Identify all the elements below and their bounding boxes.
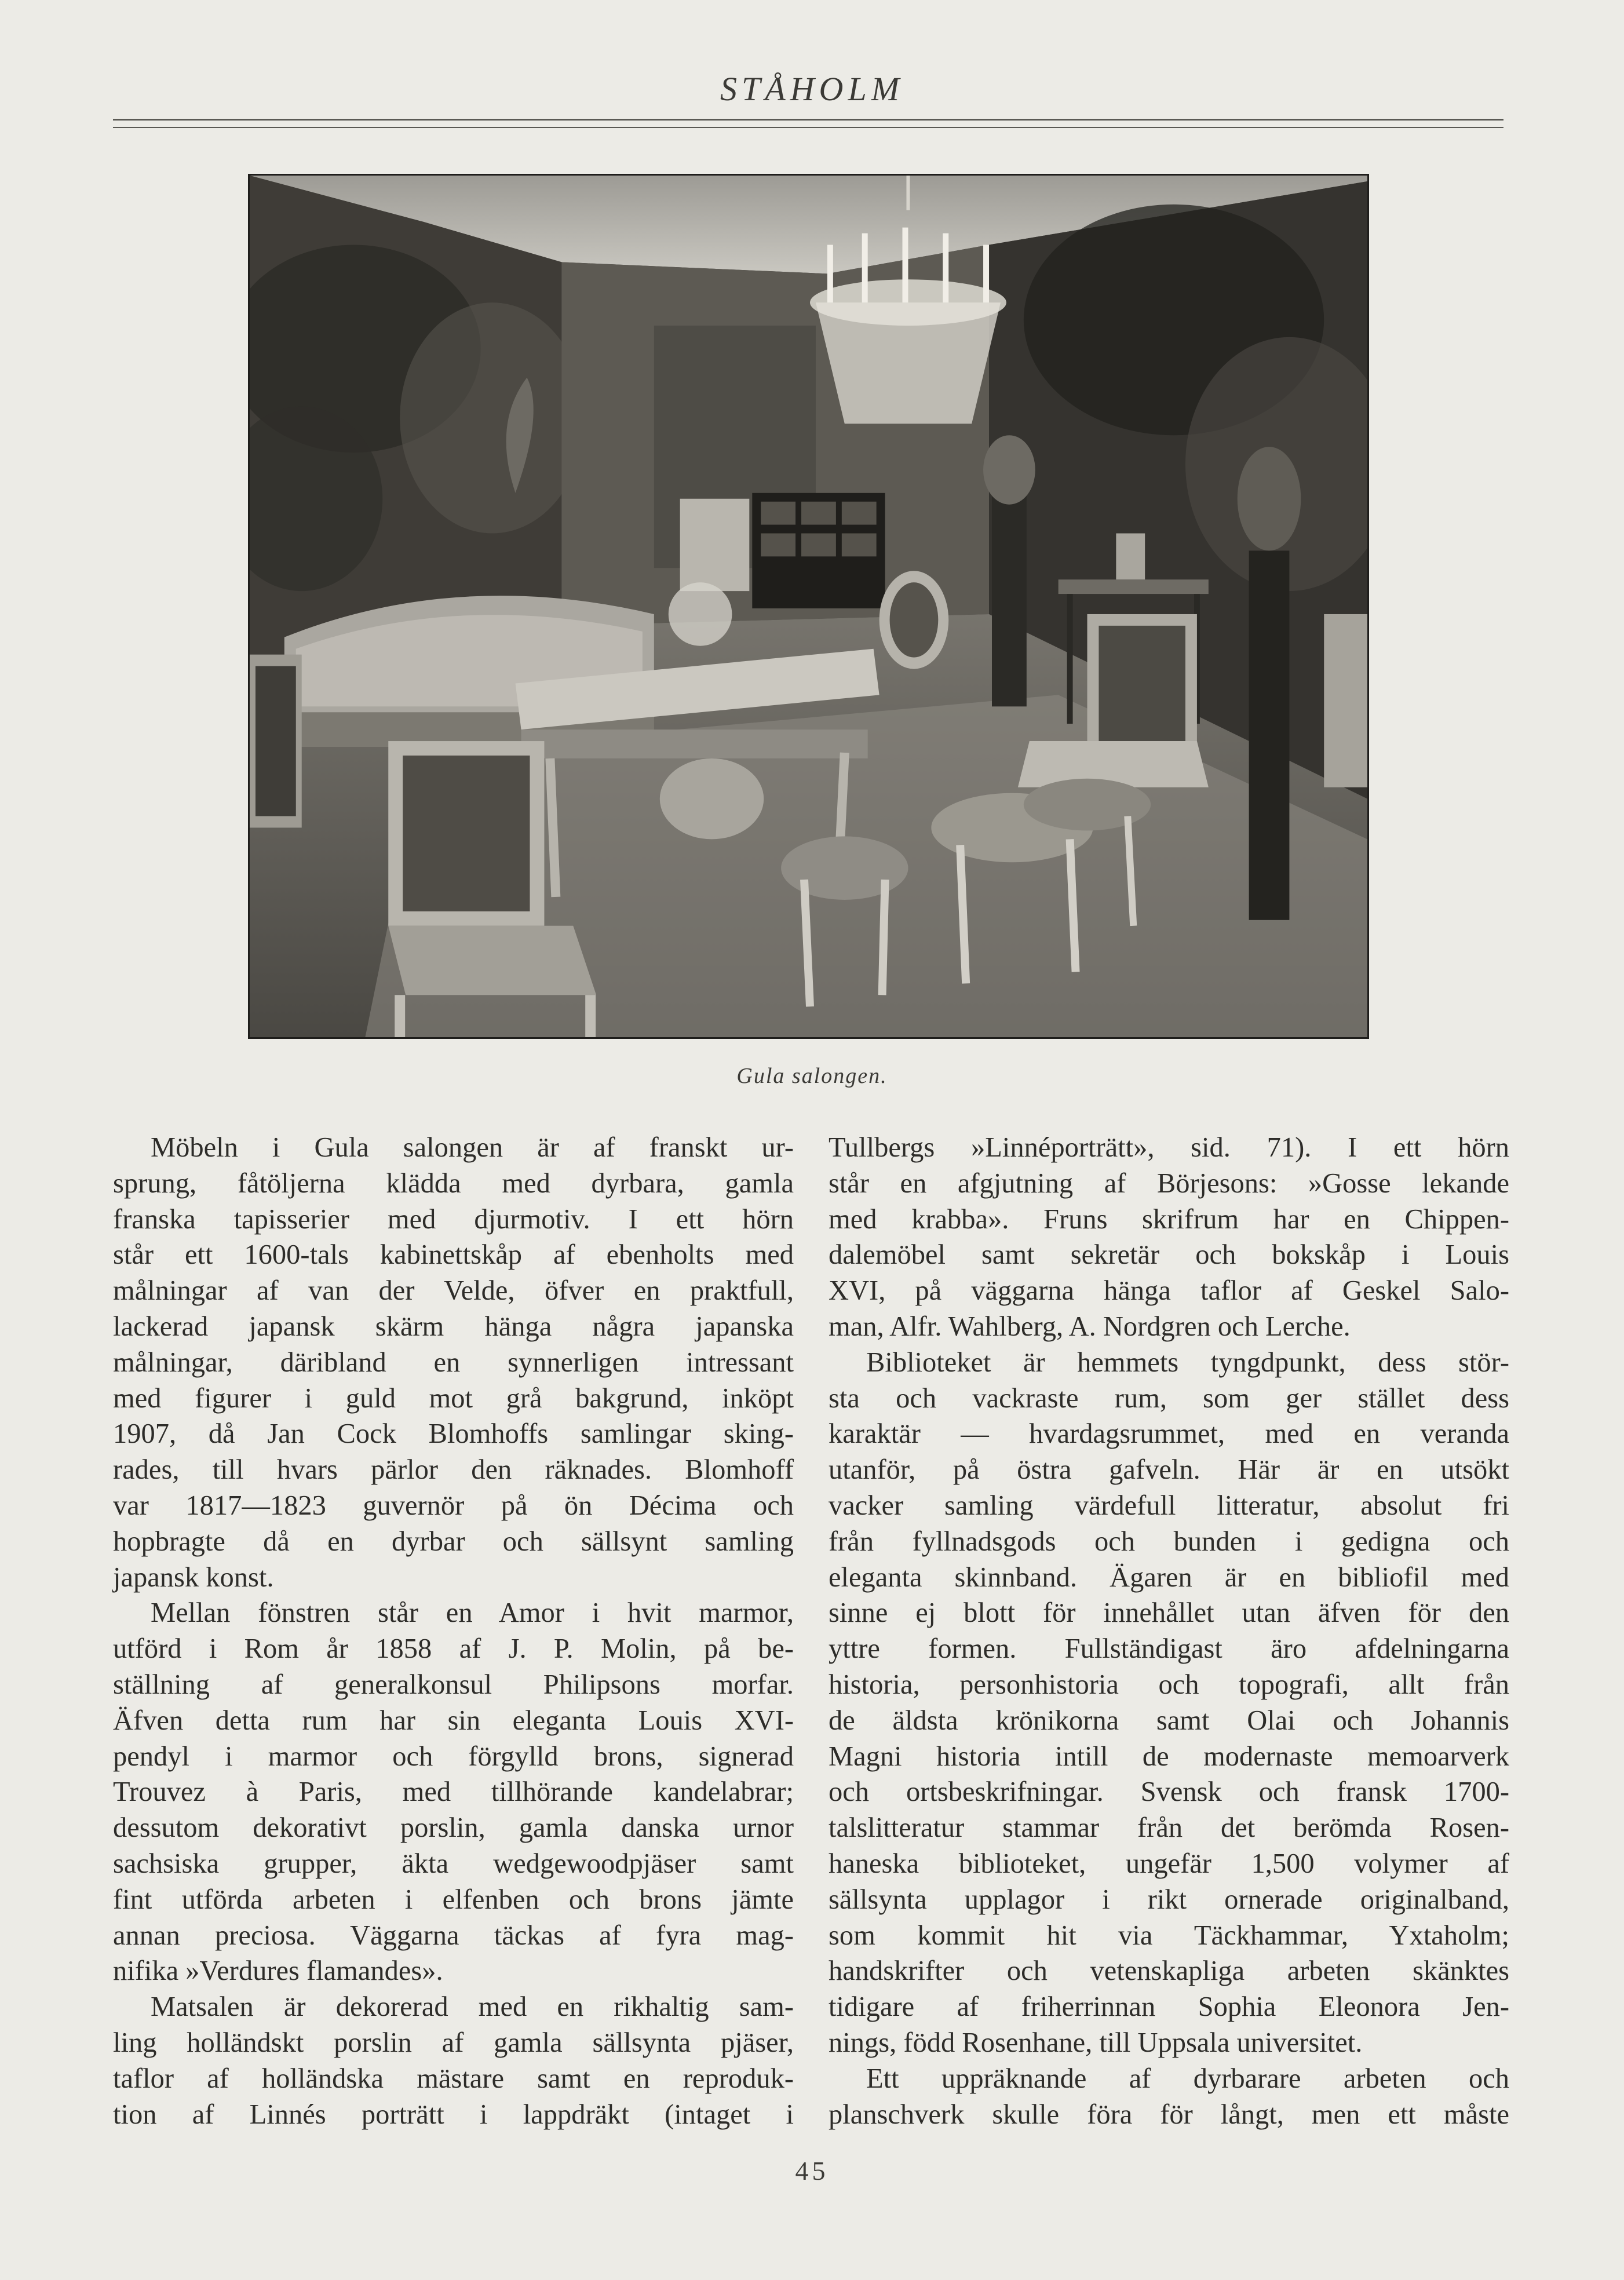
- text-line: står ett 1600-tals kabinettskåp af ebenholts med: [113, 1239, 794, 1271]
- text-line: med krabba». Fruns skrifrum har en Chippen-: [829, 1203, 1509, 1235]
- text-line: man, Alfr. Wahlberg, A. Nordgren och Lerche.: [829, 1311, 1351, 1342]
- text-line: nifika »Verdures flamandes».: [113, 1956, 443, 1987]
- text-line: talslitteratur stammar från det berömda Rosen-: [829, 1812, 1509, 1844]
- right-column: [829, 1130, 1509, 2132]
- text-line: Magni historia intill de modernaste memoarverk: [829, 1741, 1509, 1772]
- left-column: [113, 1130, 794, 2132]
- text-line: planschverk skulle föra för långt, men ett måste: [829, 2099, 1509, 2130]
- text-line: sinne ej blott för innehållet utan äfven för den: [829, 1597, 1509, 1629]
- text-line: hopbragte då en dyrbar och sällsynt samling: [113, 1526, 794, 1557]
- text-line: Trouvez à Paris, med tillhörande kandelabrar;: [113, 1776, 794, 1808]
- text-line: fint utförda arbeten i elfenben och brons jämte: [113, 1884, 794, 1915]
- text-line: taflor af holländska mästare samt en reproduk-: [113, 2063, 794, 2094]
- text-line: annan preciosa. Väggarna täckas af fyra mag-: [113, 1920, 794, 1951]
- header-rule-thin: [113, 127, 1503, 128]
- text-line: Äfven detta rum har sin eleganta Louis XVI-: [113, 1705, 794, 1736]
- text-line: som kommit hit via Täckhammar, Yxtaholm;: [829, 1920, 1509, 1951]
- text-line: Ett uppräknande af dyrbarare arbeten och: [866, 2063, 1509, 2094]
- photo-caption: Gula salongen.: [736, 1064, 888, 1088]
- text-line: nings, född Rosenhane, till Uppsala universitet.: [829, 2027, 1363, 2058]
- text-line: sachsiska grupper, äkta wedgewoodpjäser samt: [113, 1848, 794, 1879]
- text-line: lackerad japansk skärm hänga några japanska: [113, 1311, 794, 1342]
- text-line: XVI, på väggarna hänga taflor af Geskel Salo-: [829, 1275, 1509, 1307]
- text-line: haneska biblioteket, ungefär 1,500 volymer af: [829, 1848, 1509, 1879]
- header-rule: [113, 119, 1503, 121]
- text-line: Mellan fönstren står en Amor i hvit marmor,: [151, 1597, 794, 1629]
- text-line: sta och vackraste rum, som ger stället dess: [829, 1382, 1509, 1414]
- text-line: utanför, på östra gafveln. Här är en utsökt: [829, 1454, 1509, 1486]
- text-line: Möbeln i Gula salongen är af franskt ur-: [151, 1132, 794, 1163]
- text-line: sprung, fåtöljerna klädda med dyrbara, gamla: [113, 1168, 794, 1199]
- page-number: 45: [795, 2156, 829, 2186]
- text-line: karaktär — hvardagsrummet, med en veranda: [829, 1418, 1509, 1450]
- text-line: vacker samling värdefull litteratur, absolut fri: [829, 1490, 1509, 1521]
- text-line: 1907, då Jan Cock Blomhoffs samlingar sking-: [113, 1418, 794, 1450]
- text-line: rades, till hvars pärlor den räknades. Blomhoff: [113, 1454, 794, 1486]
- salon-photograph: [248, 174, 1369, 1039]
- text-line: målningar, däribland en synnerligen intressant: [113, 1347, 794, 1378]
- text-line: med figurer i guld mot grå bakgrund, inköpt: [113, 1382, 794, 1414]
- running-title: STÅHOLM: [720, 70, 904, 108]
- text-line: handskrifter och vetenskapliga arbeten skänktes: [829, 1956, 1509, 1987]
- text-line: Tullbergs »Linnéporträtt», sid. 71). I ett hörn: [829, 1132, 1509, 1163]
- text-line: från fyllnadsgods och bunden i gedigna och: [829, 1526, 1509, 1557]
- text-line: japansk konst.: [113, 1562, 274, 1593]
- text-line: ling holländskt porslin af gamla sällsynta pjäser,: [113, 2027, 794, 2058]
- text-line: tidigare af friherrinnan Sophia Eleonora Jen-: [829, 1991, 1509, 2023]
- text-line: ställning af generalkonsul Philipsons morfar.: [113, 1669, 794, 1700]
- text-line: och ortsbeskrifningar. Svensk och fransk 1700-: [829, 1776, 1509, 1808]
- text-line: dalemöbel samt sekretär och bokskåp i Louis: [829, 1239, 1509, 1271]
- text-line: tion af Linnés porträtt i lappdräkt (intaget i: [113, 2099, 794, 2130]
- text-line: yttre formen. Fullständigast äro afdelningarna: [829, 1633, 1509, 1665]
- text-line: dessutom dekorativt porslin, gamla danska urnor: [113, 1812, 794, 1844]
- text-line: målningar af van der Velde, öfver en praktfull,: [113, 1275, 794, 1307]
- text-line: var 1817—1823 guvernör på ön Décima och: [113, 1490, 794, 1521]
- text-line: franska tapisserier med djurmotiv. I ett hörn: [113, 1203, 794, 1235]
- text-line: historia, personhistoria och topografi, allt från: [829, 1669, 1509, 1700]
- text-line: sällsynta upplagor i rikt ornerade originalband,: [829, 1884, 1509, 1915]
- text-line: Matsalen är dekorerad med en rikhaltig sam-: [151, 1991, 794, 2023]
- text-line: står en afgjutning af Börjesons: »Gosse lekande: [829, 1168, 1509, 1199]
- text-line: pendyl i marmor och förgylld brons, signerad: [113, 1741, 794, 1772]
- text-line: eleganta skinnband. Ägaren är en bibliofil med: [829, 1562, 1509, 1593]
- text-line: Biblioteket är hemmets tyngdpunkt, dess stör-: [866, 1347, 1509, 1378]
- text-line: de äldsta krönikorna samt Olai och Johannis: [829, 1705, 1509, 1736]
- text-line: utförd i Rom år 1858 af J. P. Molin, på be-: [113, 1633, 794, 1665]
